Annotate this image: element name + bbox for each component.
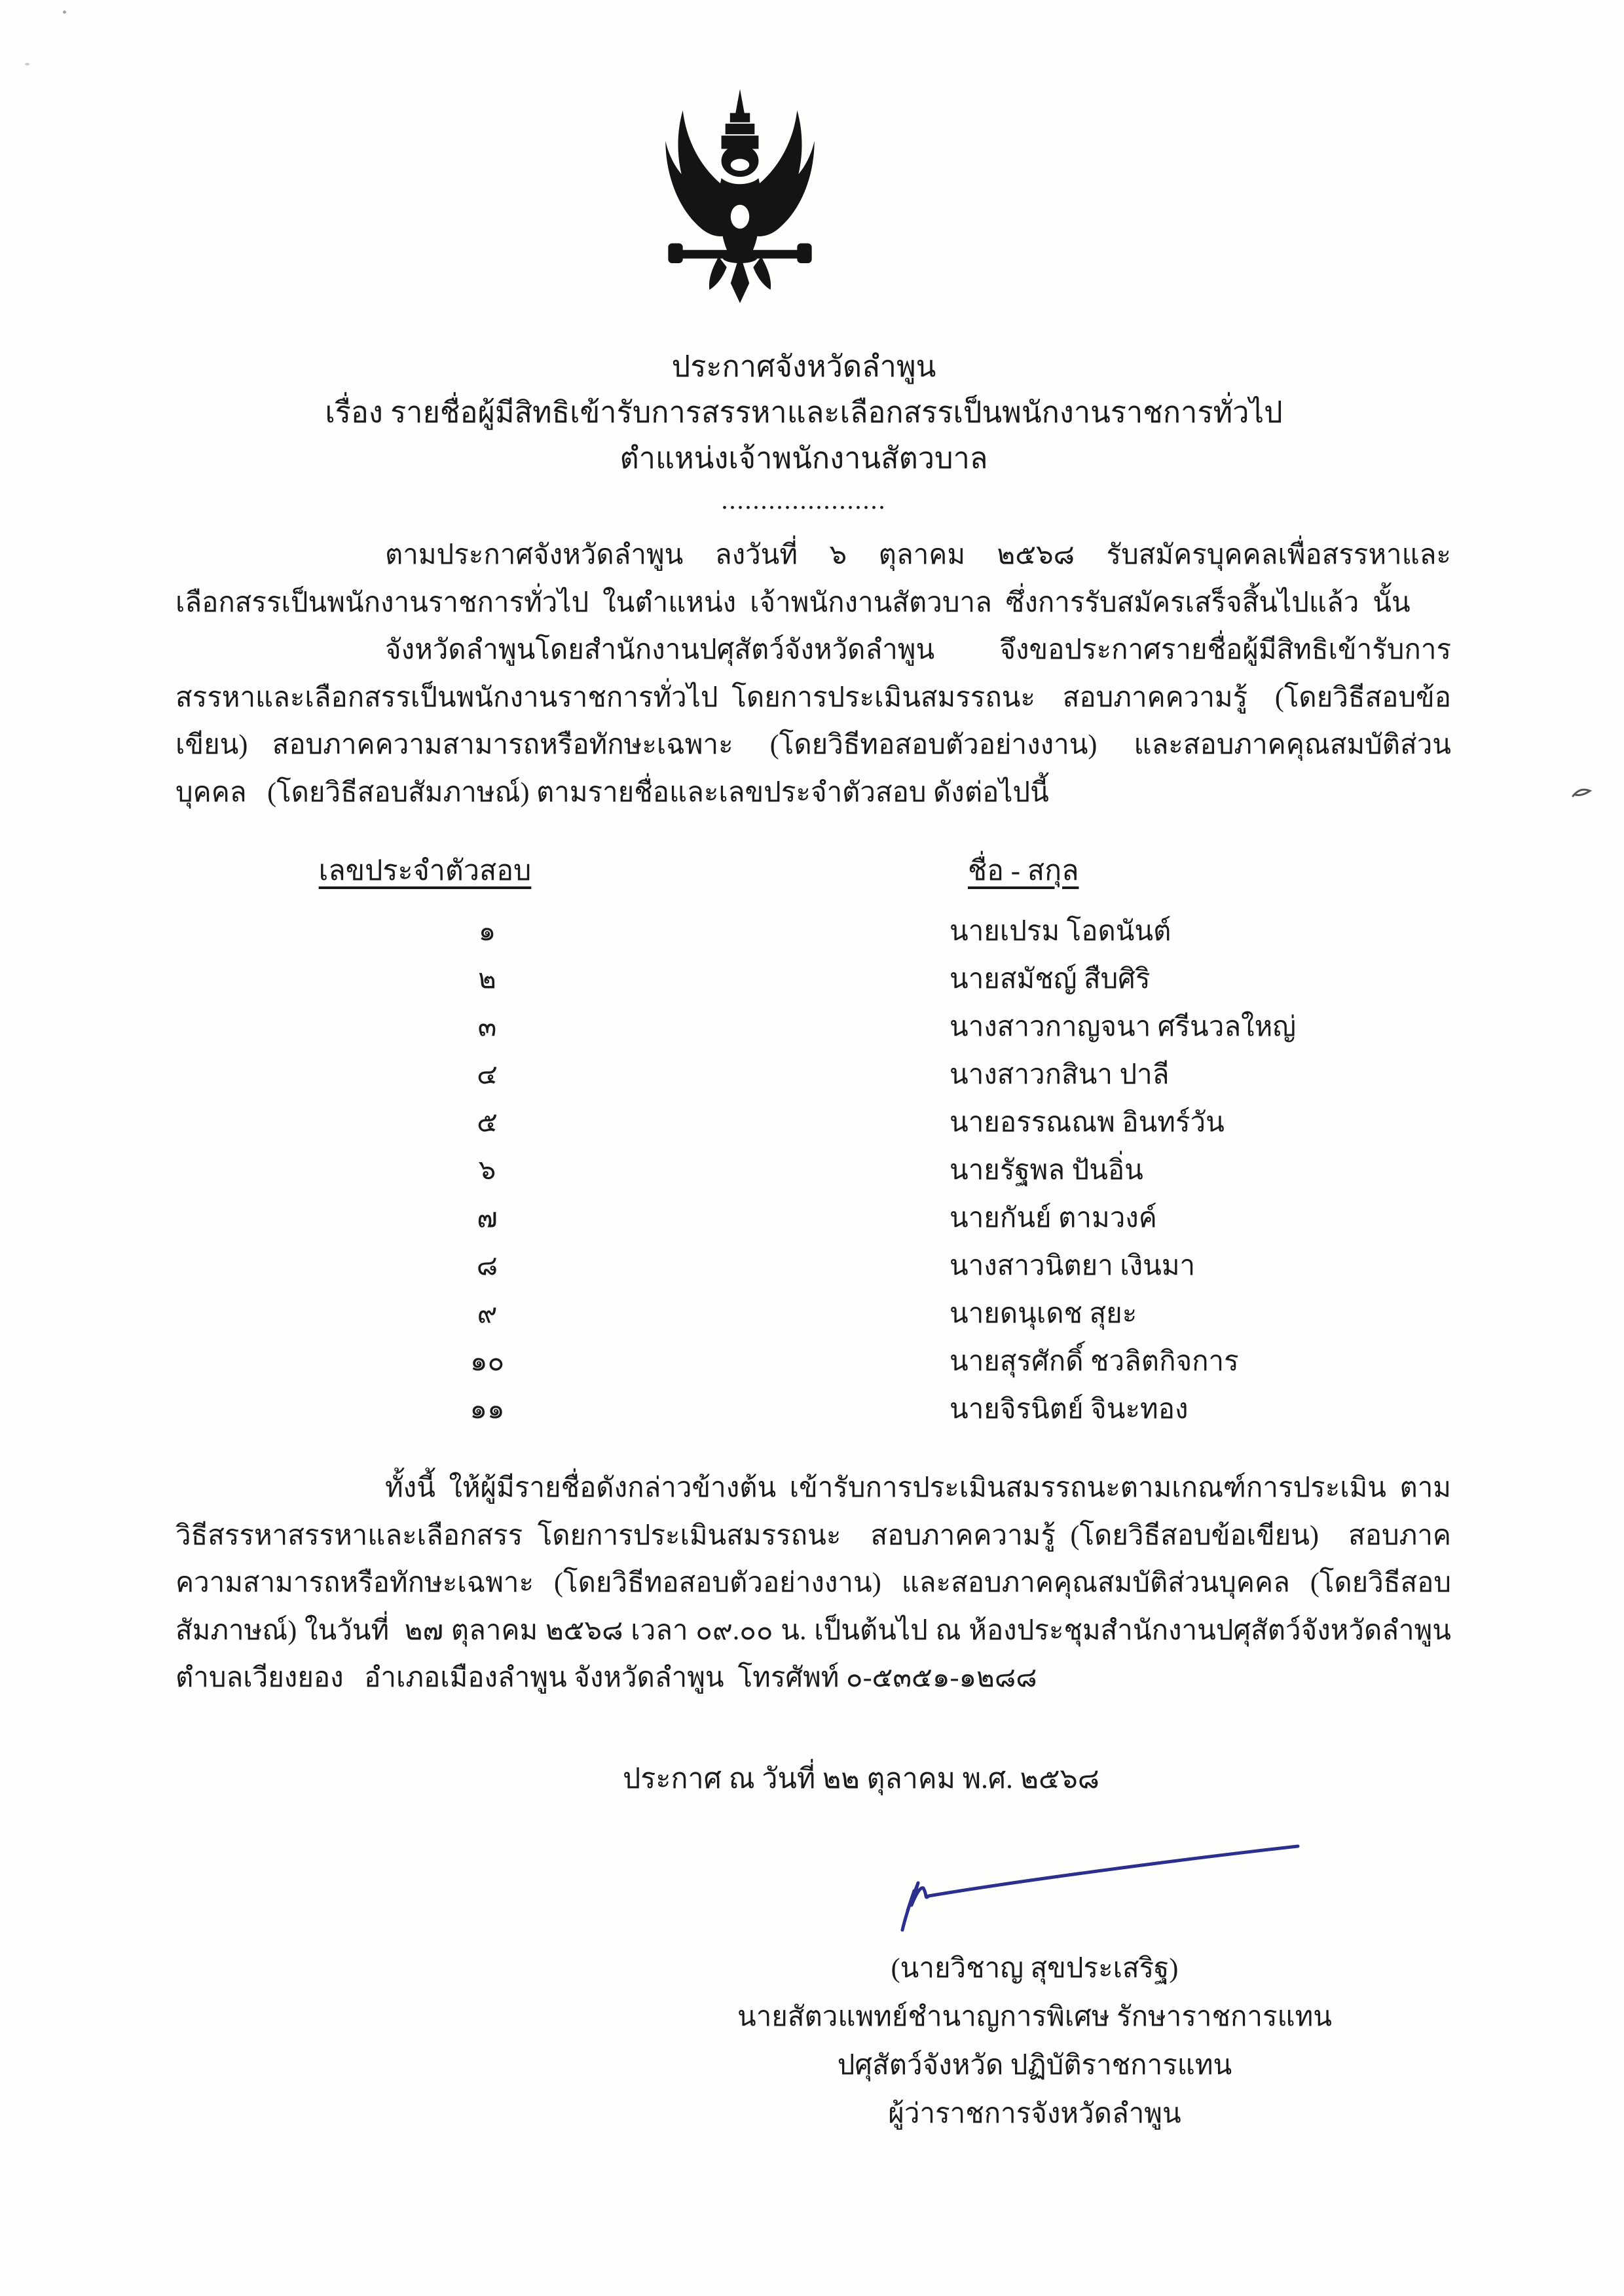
scan-speck bbox=[25, 63, 29, 65]
examinee-number: ๑๑ bbox=[470, 1394, 505, 1425]
examinee-name: นายสมัชญ์ สืบศิริ bbox=[950, 964, 1151, 994]
signer-block bbox=[701, 1954, 1369, 2148]
examinee-name: นายอรรณณพ อินทร์วัน bbox=[950, 1107, 1225, 1138]
paragraph-announcement: จังหวัดลำพูนโดยสำนักงานปศุสัตว์จังหวัดลำพูน จึงขอประกาศรายชื่อผู้มีสิทธิเข้ารับการสรรหาและเลือกสรรเป็นพนักงานราชการทั่วไป โดยการประเมินสมรรถนะ สอบภาคความรู้ (โดยวิธีสอบข้อเขียน) สอบภาคความสามารถหรือทักษะเฉพาะ (โดยวิธีทอสอบตัวอย่างงาน) และสอบภาคคุณสมบัติส่วนบุคคล (โดยวิธีสอบสัมภาษณ์) ตามรายชื่อและเลขประจำตัวสอบ ดังต่อไปนี้ bbox=[175, 635, 1451, 808]
examinee-name: นายจิรนิตย์ จินะทอง bbox=[950, 1394, 1189, 1425]
examinee-roster bbox=[175, 848, 1451, 1432]
signer-title-2: ปศุสัตว์จังหวัด ปฏิบัติราชการแทน bbox=[837, 2050, 1232, 2081]
document-title: ประกาศจังหวัดลำพูน bbox=[671, 350, 936, 383]
handwritten-signature bbox=[864, 1827, 1336, 1951]
paragraph-intro: ตามประกาศจังหวัดลำพูน ลงวันที่ ๖ ตุลาคม ๒๕๖๘ รับสมัครบุคคลเพื่อสรรหาและเลือกสรรเป็นพนักงานราชการทั่วไป ในตำแหน่ง เจ้าพนักงานสัตวบาล ซึ่งการรับสมัครเสร็จสิ้นไปแล้ว นั้น bbox=[175, 540, 1451, 618]
examinee-name: นายเปรม โอดนันต์ bbox=[950, 916, 1172, 947]
signer-name: (นายวิชาญ สุขประเสริฐ) bbox=[891, 1954, 1179, 1984]
examinee-name: นางสาวกสินา ปาลี bbox=[950, 1059, 1170, 1090]
roster-header bbox=[175, 848, 1451, 907]
examinee-name: นายกันย์ ตามวงค์ bbox=[950, 1203, 1157, 1233]
roster-col1-header: เลขประจำตัวสอบ bbox=[318, 856, 532, 886]
roster-row bbox=[175, 955, 1451, 1002]
scan-pen-flick bbox=[1570, 786, 1593, 800]
examinee-number: ๙ bbox=[477, 1298, 498, 1329]
garuda-emblem-icon bbox=[658, 86, 822, 306]
roster-row bbox=[175, 1289, 1451, 1337]
announcement-date-line: ประกาศ ณ วันที่ ๒๒ ตุลาคม พ.ศ. ๒๕๖๘ bbox=[623, 1764, 1099, 1795]
paragraph-instructions: ทั้งนี้ ให้ผู้มีรายชื่อดังกล่าวข้างต้น เข้ารับการประเมินสมรรถนะตามเกณฑ์การประเมิน ตามวิธีสรรหาสรรหาและเลือกสรร โดยการประเมินสมรรถนะ สอบภาคความรู้ (โดยวิธีสอบข้อเขียน) สอบภาคความสามารถหรือทักษะเฉพาะ (โดยวิธีทอสอบตัวอย่างงาน) และสอบภาคคุณสมบัติส่วนบุคคล (โดยวิธีสอบสัมภาษณ์) ในวันที่ ๒๗ ตุลาคม ๒๕๖๘ เวลา ๐๙.๐๐ น. เป็นต้นไป ณ ห้องประชุมสำนักงานปศุสัตว์จังหวัดลำพูน ตำบลเวียงยอง อำเภอเมืองลำพูน จังหวัดลำพูน โทรศัพท์ ๐-๕๓๕๑-๑๒๘๘ bbox=[175, 1473, 1465, 1693]
examinee-number: ๘ bbox=[476, 1250, 498, 1281]
roster-row bbox=[175, 1146, 1451, 1194]
examinee-number: ๑๐ bbox=[470, 1346, 505, 1377]
roster-row bbox=[175, 907, 1451, 955]
roster-col2-header: ชื่อ - สกุล bbox=[968, 856, 1079, 886]
examinee-number: ๖ bbox=[478, 1155, 496, 1186]
examinee-number: ๓ bbox=[477, 1011, 497, 1042]
roster-rows bbox=[175, 907, 1451, 1432]
examinee-name: นางสาวนิตยา เงินมา bbox=[950, 1250, 1196, 1281]
roster-row bbox=[175, 1241, 1451, 1289]
roster-row bbox=[175, 1337, 1451, 1385]
examinee-name: นายดนุเดช สุยะ bbox=[950, 1298, 1137, 1329]
roster-row bbox=[175, 1098, 1451, 1146]
roster-row bbox=[175, 1385, 1451, 1432]
scan-speck bbox=[63, 10, 66, 14]
examinee-number: ๔ bbox=[477, 1059, 498, 1090]
signer-title-3: ผู้ว่าราชการจังหวัดลำพูน bbox=[888, 2099, 1181, 2129]
roster-row bbox=[175, 1002, 1451, 1050]
document-subject: เรื่อง รายชื่อผู้มีสิทธิเข้ารับการสรรหาและเลือกสรรเป็นพนักงานราชการทั่วไป bbox=[325, 396, 1283, 429]
dotted-divider: ..................... bbox=[721, 485, 887, 515]
examinee-number: ๕ bbox=[477, 1107, 498, 1138]
roster-row bbox=[175, 1050, 1451, 1098]
examinee-name: นางสาวกาญจนา ศรีนวลใหญ่ bbox=[950, 1011, 1297, 1042]
signer-title-1: นายสัตวแพทย์ชำนาญการพิเศษ รักษาราชการแทน bbox=[737, 2002, 1333, 2032]
examinee-number: ๑ bbox=[478, 916, 496, 947]
roster-row bbox=[175, 1194, 1451, 1241]
examinee-name: นายรัฐพล ปันอิ่น bbox=[950, 1155, 1143, 1186]
examinee-number: ๗ bbox=[477, 1203, 498, 1233]
examinee-name: นายสุรศักดิ์ ชวลิตกิจการ bbox=[950, 1346, 1239, 1377]
document-position-line: ตำแหน่งเจ้าพนักงานสัตวบาล bbox=[619, 442, 988, 475]
examinee-number: ๒ bbox=[478, 964, 496, 994]
